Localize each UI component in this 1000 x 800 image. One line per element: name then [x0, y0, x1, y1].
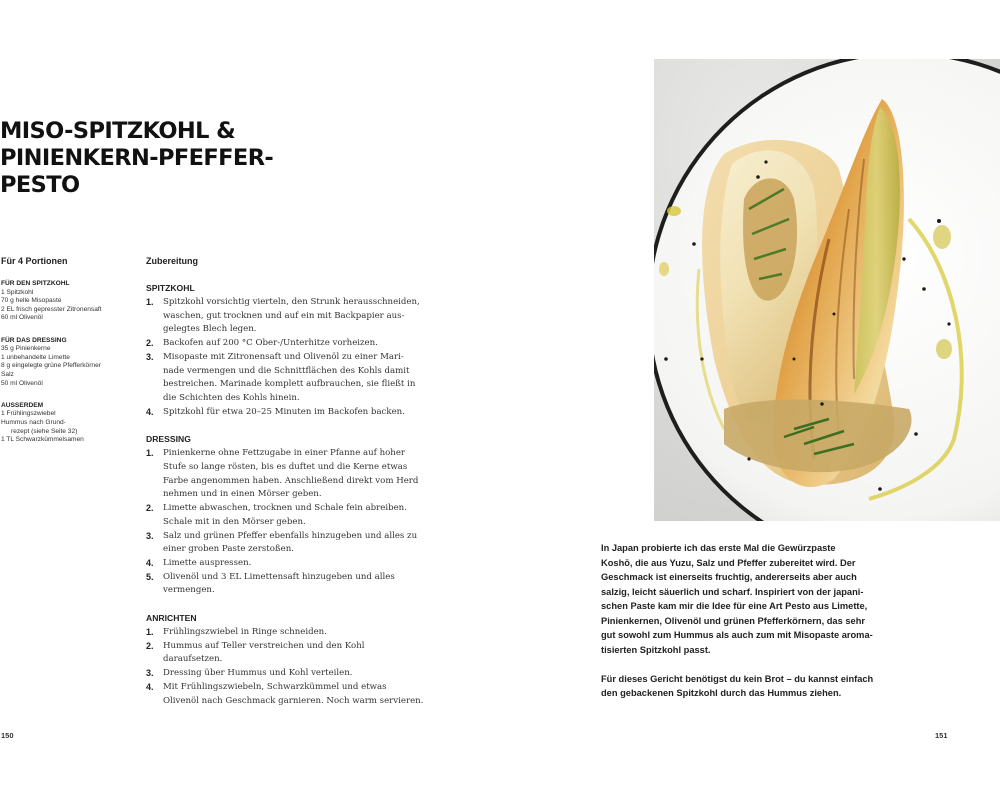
step-text — [163, 351, 415, 406]
step-number: 3. — [146, 351, 154, 362]
step-line: bestreichen. Marinade komplett aufbrauchen, sie fließt in — [163, 379, 416, 390]
step-line: die Schichten des Kohls hinein. — [163, 392, 300, 403]
step-text — [163, 530, 417, 557]
step-item — [146, 626, 426, 640]
step-line: Farbe angenommen haben. Anschließend direkt vom Herd — [163, 475, 419, 486]
dish-illustration — [654, 59, 1000, 521]
step-number: 4. — [146, 681, 154, 692]
step-line: gelegtes Blech legen. — [163, 324, 257, 335]
step-line: Dressing über Hummus und Kohl verteilen. — [163, 668, 353, 679]
step-number: 1. — [146, 627, 154, 638]
step-item — [146, 406, 426, 420]
step-item — [146, 351, 426, 406]
title-line: PESTO — [0, 172, 80, 198]
step-text — [163, 337, 378, 351]
step-line: vermengen. — [163, 585, 215, 596]
preparation-heading: Zubereitung — [146, 256, 198, 266]
step-item — [146, 571, 426, 598]
preparation-steps — [146, 282, 426, 722]
step-line: Olivenöl und 3 EL Limettensaft hinzugeben und alles — [163, 571, 395, 582]
step-line: Mit Frühlingszwiebeln, Schwarzkümmel und etwas — [163, 681, 387, 692]
step-line: Schale mit in den Mörser geben. — [163, 516, 306, 527]
intro-line: tisierten Spitzkohl passt. — [601, 644, 711, 655]
ingredient-item: 70 g helle Misopaste — [1, 297, 62, 305]
section-anrichten — [146, 612, 426, 708]
ingredient-item: 8 g eingelegte grüne Pfefferkörner — [1, 362, 101, 370]
step-item — [146, 557, 426, 571]
step-text — [163, 557, 251, 571]
step-item — [146, 296, 426, 337]
oil-drop — [667, 206, 681, 216]
step-text — [163, 406, 405, 420]
ingredient-item: 1 unbehandelte Limette — [1, 353, 70, 361]
title-line: MISO-SPITZKOHL & — [0, 118, 236, 144]
step-text — [163, 681, 423, 708]
section-heading: SPITZKOHL — [146, 283, 195, 293]
step-line: Limette abwaschen, trocknen und Schale fein abreiben. — [163, 503, 407, 514]
step-number: 1. — [146, 297, 154, 307]
step-text — [163, 502, 407, 529]
intro-text — [601, 541, 901, 715]
step-line: Frühlingszwiebel in Ringe schneiden. — [163, 627, 327, 638]
step-text — [163, 296, 420, 337]
dish-photo — [654, 59, 1000, 521]
ingredient-item: rezept (siehe Seite 32) — [11, 427, 78, 435]
page-number-left: 150 — [1, 731, 14, 740]
ingredients-list — [1, 280, 141, 458]
intro-line: salzig, leicht säuerlich und scharf. Inspiriert von der japani- — [601, 586, 864, 597]
intro-line: gut sowohl zum Hummus als auch zum mit Misopaste aroma- — [601, 630, 873, 640]
step-number: 4. — [146, 406, 154, 417]
step-text — [163, 640, 365, 667]
step-line: Spitzkohl für etwa 20–25 Minuten im Backofen backen. — [163, 406, 405, 417]
intro-line: Koshō, die aus Yuzu, Salz und Pfeffer zubereitet wird. Der — [601, 557, 856, 568]
step-number: 4. — [146, 557, 154, 568]
step-line: Limette auspressen. — [163, 557, 252, 568]
ingredient-group — [1, 402, 141, 445]
title-line: PINIENKERN-PFEFFER- — [0, 145, 274, 171]
step-item — [146, 640, 426, 667]
oil-drop — [936, 339, 952, 359]
servings-label: Für 4 Portionen — [1, 256, 68, 266]
ingredient-item: 50 ml Olivenöl — [1, 379, 43, 387]
step-line: Stufe so lange rösten, bis es duftet und die Kerne etwas — [163, 462, 408, 473]
section-heading: ANRICHTEN — [146, 613, 197, 624]
step-line: Spitzkohl vorsichtig vierteln, den Strunk herausschneiden, — [163, 297, 420, 307]
step-line: einer groben Paste zerstoßen. — [163, 544, 294, 555]
step-text — [163, 626, 327, 640]
step-line: daraufsetzen. — [163, 654, 223, 665]
intro-paragraph — [601, 541, 901, 657]
step-item — [146, 447, 426, 502]
intro-line: schen Paste kam mir die Idee für eine Art Pesto aus Limette, — [601, 601, 868, 611]
step-item — [146, 530, 426, 557]
ingredient-item: 1 Spitzkohl — [1, 288, 34, 296]
step-line: nade vermengen und die Schnittflächen des Kohls damit — [163, 365, 410, 376]
oil-drop — [659, 262, 669, 276]
step-line: Backofen auf 200 °C Ober-/Unterhitze vorheizen. — [163, 338, 378, 349]
step-number: 3. — [146, 668, 154, 679]
step-line: Misopaste mit Zitronensaft und Olivenöl zu einer Mari- — [163, 351, 404, 362]
intro-line: Geschmack ist einerseits fruchtig, andererseits aber auch — [601, 572, 857, 582]
intro-paragraph — [601, 672, 901, 701]
step-line: Olivenöl nach Geschmack garnieren. Noch warm servieren. — [163, 695, 424, 706]
step-line: Pinienkerne ohne Fettzugabe in einer Pfanne auf hoher — [163, 448, 406, 459]
step-text — [163, 667, 353, 681]
step-number: 5. — [146, 571, 154, 582]
ingredient-group — [1, 280, 141, 323]
ingredient-item: 1 Frühlingszwiebel — [1, 410, 56, 418]
ingredient-item: 1 TL Schwarzkümmelsamen — [1, 436, 84, 444]
intro-line: Pinienkernen, Olivenöl und grünen Pfefferkörnern, das sehr — [601, 615, 865, 626]
oil-drop — [933, 225, 951, 249]
step-line: Hummus auf Teller verstreichen und den Kohl — [163, 640, 365, 651]
ingredient-group-heading: AUSSERDEM — [1, 401, 44, 409]
ingredient-group — [1, 337, 141, 389]
ingredient-item: Hummus nach Grund- — [1, 418, 66, 426]
ingredient-item: 2 EL frisch gepresster Zitronensaft — [1, 305, 102, 313]
ingredient-item: Salz — [1, 370, 14, 378]
section-dressing — [146, 433, 426, 598]
step-line: waschen, gut trocknen und auf ein mit Backpapier aus- — [163, 310, 405, 321]
step-number: 2. — [146, 503, 154, 514]
intro-line: Für dieses Gericht benötigst du kein Brot – du kannst einfach — [601, 673, 874, 684]
step-number: 2. — [146, 640, 154, 651]
right-page — [500, 0, 1000, 800]
step-text — [163, 447, 418, 502]
step-item — [146, 502, 426, 529]
intro-line: den gebackenen Spitzkohl durch das Hummus ziehen. — [601, 688, 842, 698]
page-number-right: 151 — [935, 731, 948, 740]
intro-line: In Japan probierte ich das erste Mal die Gewürzpaste — [601, 543, 836, 553]
step-item — [146, 337, 426, 351]
step-number: 3. — [146, 530, 154, 541]
ingredient-item: 35 g Pinienkerne — [1, 345, 51, 353]
step-number: 2. — [146, 338, 154, 349]
ingredient-item: 60 ml Olivenöl — [1, 314, 43, 322]
ingredient-group-heading: FÜR DEN SPITZKOHL — [1, 280, 70, 287]
ingredient-group-heading: FÜR DAS DRESSING — [1, 336, 67, 344]
step-item — [146, 681, 426, 708]
step-line: Salz und grünen Pfeffer ebenfalls hinzugeben und alles zu — [163, 530, 418, 541]
step-number: 1. — [146, 448, 154, 459]
step-item — [146, 667, 426, 681]
step-text — [163, 571, 395, 598]
section-spitzkohl — [146, 282, 426, 419]
recipe-title — [0, 118, 300, 199]
step-line: nehmen und in einen Mörser geben. — [163, 489, 322, 500]
section-heading: DRESSING — [146, 434, 191, 445]
